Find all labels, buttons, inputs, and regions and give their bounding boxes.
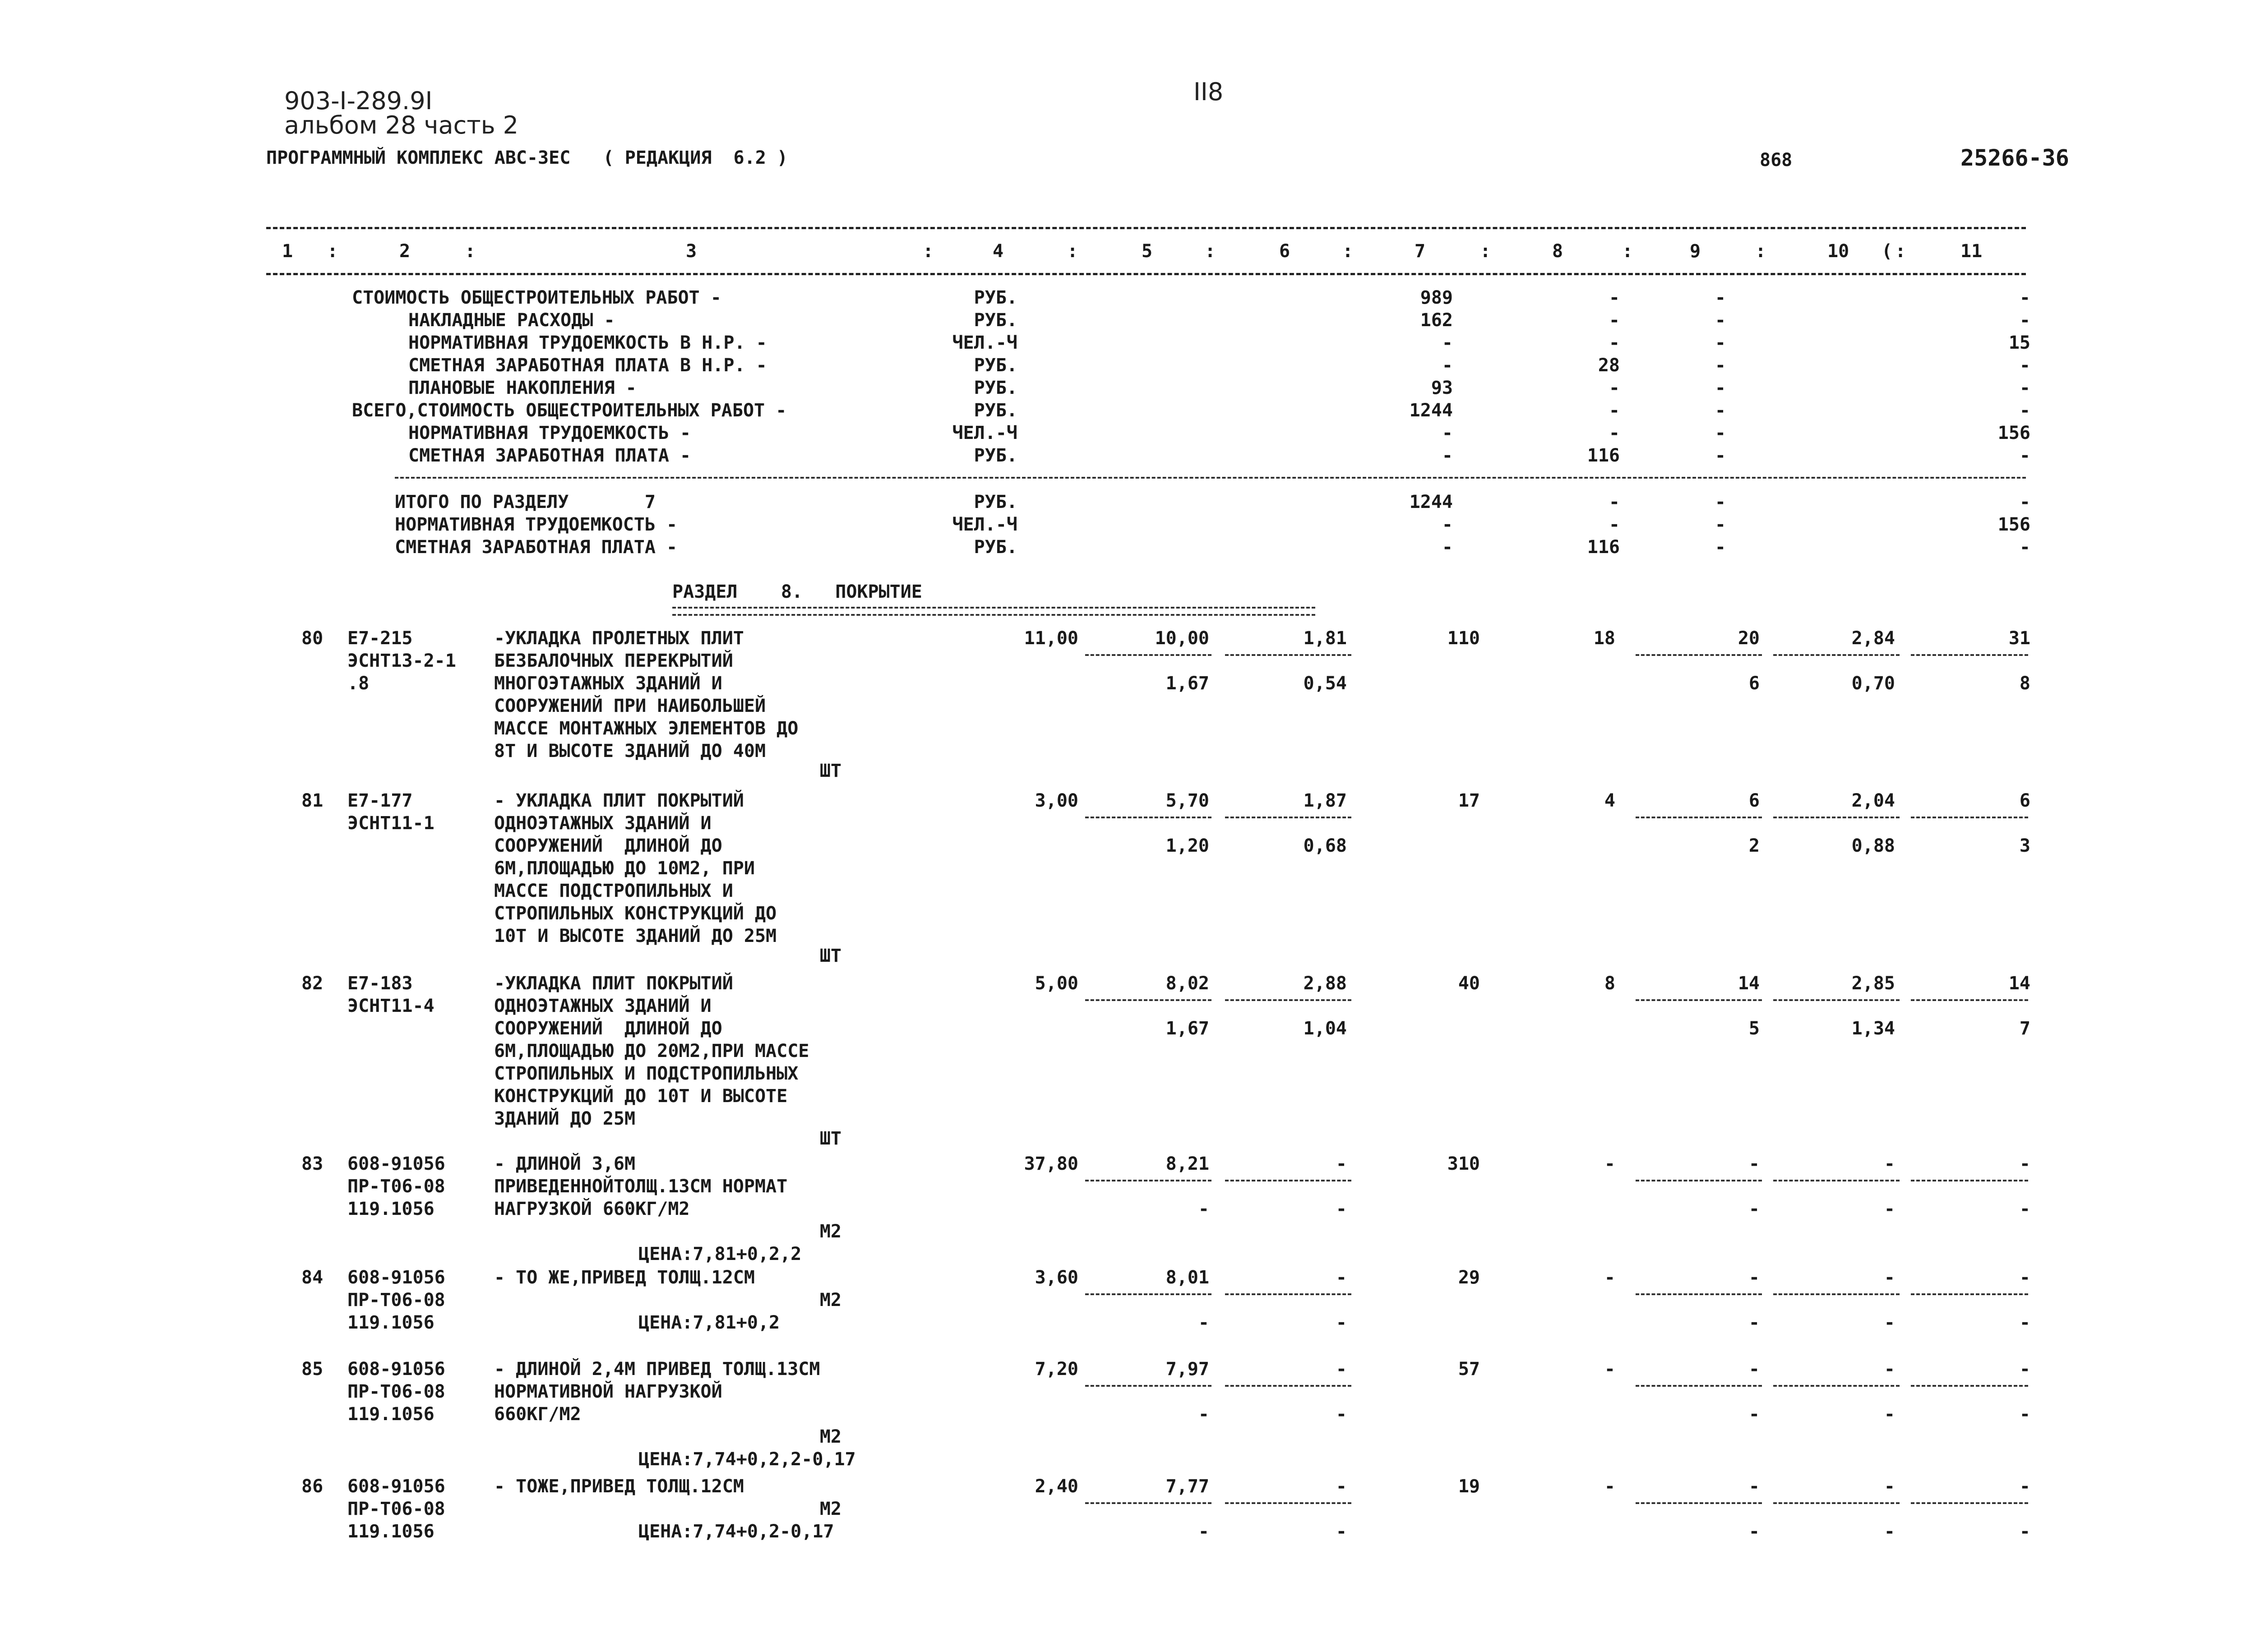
- summary-rule: [395, 477, 2026, 479]
- item-rule-c5: [1085, 1502, 1211, 1504]
- item-c7: 310: [1447, 1154, 1480, 1174]
- summary-c7: 1244: [1409, 400, 1453, 421]
- column-header-7: 7: [1415, 241, 1426, 262]
- item-rule-c11: [1911, 999, 2028, 1001]
- item-code: 608-91056: [347, 1267, 445, 1288]
- summary-label: СМЕТНАЯ ЗАРАБОТНАЯ ПЛАТА -: [408, 445, 691, 466]
- item-description: МАССЕ МОНТАЖНЫХ ЭЛЕМЕНТОВ ДО: [494, 718, 799, 739]
- item-c7: 19: [1458, 1476, 1480, 1497]
- item-description: 660КГ/М2: [494, 1404, 581, 1425]
- item-c11: -: [2019, 1154, 2030, 1174]
- item-c6b: -: [1336, 1521, 1347, 1542]
- item-rule-c10: [1773, 1293, 1900, 1295]
- item-c9b: -: [1748, 1404, 1760, 1425]
- summary-c7: 1244: [1409, 492, 1453, 512]
- item-rule-c10: [1773, 654, 1900, 656]
- item-c6b: 0,68: [1303, 835, 1347, 856]
- item-c7: 29: [1458, 1267, 1480, 1288]
- item-rule-c5: [1085, 999, 1211, 1001]
- summary-c11: -: [2019, 400, 2030, 421]
- summary-unit: РУБ.: [974, 287, 1017, 308]
- item-c6b: 0,54: [1303, 673, 1347, 694]
- item-c10: 2,04: [1851, 790, 1895, 811]
- item-rule-c11: [1911, 817, 2028, 818]
- item-description: БЕЗБАЛОЧНЫХ ПЕРЕКРЫТИЙ: [494, 651, 733, 671]
- column-separator: :: [1067, 241, 1078, 262]
- item-unit: ШТ: [819, 761, 841, 781]
- program-title: ПРОГРАММНЫЙ КОМПЛЕКС АВС-3ЕС ( РЕДАКЦИЯ 6.2 ): [266, 148, 788, 168]
- item-description: НАГРУЗКОЙ 660КГ/М2: [494, 1199, 690, 1219]
- item-code: ПР-Т06-08: [347, 1290, 445, 1311]
- item-rule-c5: [1085, 1385, 1211, 1387]
- item-c11b: 8: [2019, 673, 2030, 694]
- summary-c8: -: [1609, 378, 1620, 398]
- item-c9b: 6: [1748, 673, 1760, 694]
- item-c8: 4: [1604, 790, 1615, 811]
- item-c10b: -: [1884, 1404, 1895, 1425]
- item-c7: 110: [1447, 628, 1480, 649]
- item-c11: -: [2019, 1359, 2030, 1380]
- summary-label: НОРМАТИВНАЯ ТРУДОЕМКОСТЬ -: [395, 514, 678, 535]
- column-header-9: 9: [1690, 241, 1701, 262]
- item-rule-c6: [1225, 817, 1351, 818]
- item-c5: 8,21: [1165, 1154, 1209, 1174]
- item-description: СООРУЖЕНИЙ ПРИ НАИБОЛЬШЕЙ: [494, 696, 766, 716]
- summary-c11: -: [2019, 287, 2030, 308]
- item-rule-c9: [1636, 1293, 1762, 1295]
- summary-c9: -: [1715, 423, 1726, 443]
- summary-label: ВСЕГО,СТОИМОСТЬ ОБЩЕСТРОИТЕЛЬНЫХ РАБОТ -: [352, 400, 787, 421]
- item-quantity: 3,00: [1035, 790, 1078, 811]
- item-c9: -: [1748, 1359, 1760, 1380]
- summary-unit: ЧЕЛ.-Ч: [952, 514, 1017, 535]
- column-header-3: 3: [686, 241, 697, 262]
- item-description: МАССЕ ПОДСТРОПИЛЬНЫХ И: [494, 881, 733, 901]
- item-c11b: 7: [2019, 1018, 2030, 1039]
- summary-c11: 156: [1997, 514, 2030, 535]
- register-number: 25266-36: [1960, 145, 2069, 171]
- column-separator: :: [1480, 241, 1491, 262]
- item-number: 85: [301, 1359, 324, 1380]
- item-c10: -: [1884, 1359, 1895, 1380]
- summary-c8: -: [1609, 492, 1620, 512]
- item-c9: 20: [1738, 628, 1760, 649]
- summary-c8: -: [1609, 514, 1620, 535]
- item-c8: 8: [1604, 973, 1615, 994]
- item-rule-c6: [1225, 999, 1351, 1001]
- item-description: - ДЛИНОЙ 3,6М: [494, 1154, 636, 1174]
- item-c5b: 1,67: [1165, 1018, 1209, 1039]
- item-c7: 40: [1458, 973, 1480, 994]
- item-description: ПРИВЕДЕННОЙТОЛЩ.13СМ НОРМАТ: [494, 1176, 788, 1197]
- summary-c9: -: [1715, 445, 1726, 466]
- item-rule-c9: [1636, 817, 1762, 818]
- item-c8: 18: [1593, 628, 1615, 649]
- summary-c8: -: [1609, 310, 1620, 331]
- summary-c7: 93: [1431, 378, 1453, 398]
- item-rule-c10: [1773, 1385, 1900, 1387]
- item-c9: -: [1748, 1476, 1760, 1497]
- summary-c9: -: [1715, 537, 1726, 558]
- item-quantity: 11,00: [1024, 628, 1078, 649]
- item-quantity: 3,60: [1035, 1267, 1078, 1288]
- item-c5: 7,97: [1165, 1359, 1209, 1380]
- item-c11: 14: [2008, 973, 2030, 994]
- summary-c8: 116: [1587, 445, 1620, 466]
- item-c6b: -: [1336, 1404, 1347, 1425]
- item-c9: 14: [1738, 973, 1760, 994]
- summary-c9: -: [1715, 514, 1726, 535]
- item-c10: 2,85: [1851, 973, 1895, 994]
- item-c8: -: [1604, 1359, 1615, 1380]
- item-code: 119.1056: [347, 1312, 435, 1333]
- item-number: 80: [301, 628, 324, 649]
- item-c11b: -: [2019, 1199, 2030, 1219]
- item-description: СООРУЖЕНИЙ ДЛИНОЙ ДО: [494, 835, 722, 856]
- summary-c9: -: [1715, 332, 1726, 353]
- summary-c7: -: [1442, 537, 1453, 558]
- summary-c7: -: [1442, 423, 1453, 443]
- summary-c11: -: [2019, 310, 2030, 331]
- item-c10: -: [1884, 1267, 1895, 1288]
- item-code: Е7-177: [347, 790, 413, 811]
- column-header-5: 5: [1142, 241, 1153, 262]
- item-description: КОНСТРУКЦИЙ ДО 10Т И ВЫСОТЕ: [494, 1086, 788, 1107]
- item-code: ЭСНТ13-2-1: [347, 651, 456, 671]
- item-rule-c6: [1225, 1385, 1351, 1387]
- item-rule-c9: [1636, 1385, 1762, 1387]
- summary-c8: -: [1609, 423, 1620, 443]
- item-c11: -: [2019, 1267, 2030, 1288]
- item-c6: -: [1336, 1154, 1347, 1174]
- item-c9b: -: [1748, 1312, 1760, 1333]
- item-description: - ДЛИНОЙ 2,4М ПРИВЕД ТОЛЩ.13СМ: [494, 1359, 820, 1380]
- item-code: 119.1056: [347, 1199, 435, 1219]
- summary-c9: -: [1715, 492, 1726, 512]
- summary-label: НОРМАТИВНАЯ ТРУДОЕМКОСТЬ -: [408, 423, 691, 443]
- summary-c8: -: [1609, 287, 1620, 308]
- item-c5: 8,02: [1165, 973, 1209, 994]
- summary-c8: 28: [1598, 355, 1620, 376]
- item-c9: -: [1748, 1154, 1760, 1174]
- item-c10b: -: [1884, 1312, 1895, 1333]
- summary-c11: -: [2019, 537, 2030, 558]
- summary-label: СТОИМОСТЬ ОБЩЕСТРОИТЕЛЬНЫХ РАБОТ -: [352, 287, 721, 308]
- column-header-8: 8: [1552, 241, 1563, 262]
- item-rule-c9: [1636, 1502, 1762, 1504]
- summary-unit: РУБ.: [974, 445, 1017, 466]
- item-description: 6М,ПЛОЩАДЬЮ ДО 10М2, ПРИ: [494, 858, 755, 879]
- item-c6: 1,81: [1303, 628, 1347, 649]
- document-code: 903-I-289.9I: [284, 87, 433, 115]
- summary-unit: РУБ.: [974, 537, 1017, 558]
- item-c6: -: [1336, 1267, 1347, 1288]
- summary-c8: -: [1609, 400, 1620, 421]
- column-separator: :: [1205, 241, 1216, 262]
- summary-c11: 156: [1997, 423, 2030, 443]
- item-c11: 6: [2019, 790, 2030, 811]
- item-c6: -: [1336, 1359, 1347, 1380]
- column-separator: :: [465, 241, 476, 262]
- summary-label: СМЕТНАЯ ЗАРАБОТНАЯ ПЛАТА -: [395, 537, 678, 558]
- section-title: РАЗДЕЛ 8. ПОКРЫТИЕ: [672, 581, 922, 602]
- item-c10: -: [1884, 1154, 1895, 1174]
- item-c10b: 0,70: [1851, 673, 1895, 694]
- item-quantity: 7,20: [1035, 1359, 1078, 1380]
- summary-c9: -: [1715, 378, 1726, 398]
- summary-unit: РУБ.: [974, 355, 1017, 376]
- item-unit: ШТ: [819, 946, 841, 966]
- summary-c8: 116: [1587, 537, 1620, 558]
- item-rule-c6: [1225, 654, 1351, 656]
- item-price: ЦЕНА:7,81+0,2: [638, 1312, 780, 1333]
- summary-c7: -: [1442, 332, 1453, 353]
- item-number: 83: [301, 1154, 324, 1174]
- summary-c9: -: [1715, 287, 1726, 308]
- item-description: -УКЛАДКА ПЛИТ ПОКРЫТИЙ: [494, 973, 733, 994]
- item-description: МНОГОЭТАЖНЫХ ЗДАНИЙ И: [494, 673, 722, 694]
- item-description: ОДНОЭТАЖНЫХ ЗДАНИЙ И: [494, 813, 712, 834]
- summary-c7: -: [1442, 514, 1453, 535]
- item-c5b: -: [1198, 1312, 1209, 1333]
- column-separator: :: [1895, 241, 1906, 262]
- summary-c9: -: [1715, 355, 1726, 376]
- item-c11: 31: [2008, 628, 2030, 649]
- item-description: - ТО ЖЕ,ПРИВЕД ТОЛЩ.12СМ: [494, 1267, 755, 1288]
- item-c5b: 1,20: [1165, 835, 1209, 856]
- sheet-number: 868: [1760, 150, 1793, 171]
- item-code: ЭСНТ11-1: [347, 813, 435, 834]
- column-separator: :: [1755, 241, 1766, 262]
- item-code: 608-91056: [347, 1154, 445, 1174]
- album-label: альбом 28 часть 2: [284, 111, 519, 139]
- item-rule-c5: [1085, 817, 1211, 818]
- item-rule-c10: [1773, 999, 1900, 1001]
- item-c6: 1,87: [1303, 790, 1347, 811]
- column-header-10: 10: [1827, 241, 1849, 262]
- item-c5b: -: [1198, 1404, 1209, 1425]
- item-c8: -: [1604, 1267, 1615, 1288]
- summary-label: НОРМАТИВНАЯ ТРУДОЕМКОСТЬ В Н.Р. -: [408, 332, 767, 353]
- item-code: Е7-215: [347, 628, 413, 649]
- summary-unit: РУБ.: [974, 492, 1017, 512]
- column-separator: :: [1622, 241, 1633, 262]
- item-code: 608-91056: [347, 1359, 445, 1380]
- summary-c7: 989: [1420, 287, 1453, 308]
- summary-c11: -: [2019, 492, 2030, 512]
- column-header-4: 4: [993, 241, 1004, 262]
- column-separator: :: [923, 241, 934, 262]
- item-c9b: 5: [1748, 1018, 1760, 1039]
- item-rule-c5: [1085, 1293, 1211, 1295]
- item-c10: -: [1884, 1476, 1895, 1497]
- item-c7: 17: [1458, 790, 1480, 811]
- item-code: ПР-Т06-08: [347, 1176, 445, 1197]
- item-description: СООРУЖЕНИЙ ДЛИНОЙ ДО: [494, 1018, 722, 1039]
- item-c5b: -: [1198, 1199, 1209, 1219]
- item-c10b: -: [1884, 1199, 1895, 1219]
- item-description: ОДНОЭТАЖНЫХ ЗДАНИЙ И: [494, 996, 712, 1016]
- item-c5: 5,70: [1165, 790, 1209, 811]
- summary-label: СМЕТНАЯ ЗАРАБОТНАЯ ПЛАТА В Н.Р. -: [408, 355, 767, 376]
- item-rule-c6: [1225, 1502, 1351, 1504]
- item-rule-c11: [1911, 1385, 2028, 1387]
- item-code: 608-91056: [347, 1476, 445, 1497]
- summary-unit: ЧЕЛ.-Ч: [952, 423, 1017, 443]
- summary-label: ИТОГО ПО РАЗДЕЛУ 7: [395, 492, 656, 512]
- table-top-rule: [266, 227, 2026, 229]
- item-unit: М2: [819, 1290, 841, 1311]
- item-description: НОРМАТИВНОЙ НАГРУЗКОЙ: [494, 1381, 722, 1402]
- item-rule-c6: [1225, 1293, 1351, 1295]
- item-code: ЭСНТ11-4: [347, 996, 435, 1016]
- item-c8: -: [1604, 1154, 1615, 1174]
- summary-c11: -: [2019, 355, 2030, 376]
- page-number: II8: [1193, 78, 1224, 106]
- column-header-11: 11: [1960, 241, 1983, 262]
- item-unit: М2: [819, 1499, 841, 1519]
- item-c5b: 1,67: [1165, 673, 1209, 694]
- item-c11b: -: [2019, 1404, 2030, 1425]
- summary-unit: ЧЕЛ.-Ч: [952, 332, 1017, 353]
- item-rule-c6: [1225, 1180, 1351, 1181]
- item-c9: 6: [1748, 790, 1760, 811]
- item-c6b: 1,04: [1303, 1018, 1347, 1039]
- item-price: ЦЕНА:7,81+0,2,2: [638, 1244, 802, 1264]
- summary-c11: -: [2019, 445, 2030, 466]
- item-rule-c5: [1085, 1180, 1211, 1181]
- item-code: Е7-183: [347, 973, 413, 994]
- item-c5b: -: [1198, 1521, 1209, 1542]
- item-code: 119.1056: [347, 1521, 435, 1542]
- item-description: 6М,ПЛОЩАДЬЮ ДО 20М2,ПРИ МАССЕ: [494, 1041, 809, 1061]
- item-rule-c11: [1911, 654, 2028, 656]
- summary-unit: РУБ.: [974, 378, 1017, 398]
- item-code: ПР-Т06-08: [347, 1499, 445, 1519]
- item-c10b: -: [1884, 1521, 1895, 1542]
- column-separator: (: [1882, 241, 1893, 262]
- item-description: - ТОЖЕ,ПРИВЕД ТОЛЩ.12СМ: [494, 1476, 744, 1497]
- summary-c11: 15: [2008, 332, 2030, 353]
- item-c5: 7,77: [1165, 1476, 1209, 1497]
- item-c11: -: [2019, 1476, 2030, 1497]
- item-c10b: 0,88: [1851, 835, 1895, 856]
- item-unit: М2: [819, 1426, 841, 1447]
- column-header-1: 1: [282, 241, 293, 262]
- item-description: 8Т И ВЫСОТЕ ЗДАНИЙ ДО 40М: [494, 741, 766, 761]
- item-c5: 8,01: [1165, 1267, 1209, 1288]
- item-c8: -: [1604, 1476, 1615, 1497]
- item-c9: -: [1748, 1267, 1760, 1288]
- item-number: 81: [301, 790, 324, 811]
- item-c6: 2,88: [1303, 973, 1347, 994]
- item-number: 84: [301, 1267, 324, 1288]
- summary-c9: -: [1715, 310, 1726, 331]
- item-number: 82: [301, 973, 324, 994]
- table-header-rule: [266, 273, 2026, 275]
- column-separator: :: [327, 241, 338, 262]
- item-c11b: 3: [2019, 835, 2030, 856]
- item-number: 86: [301, 1476, 324, 1497]
- summary-c8: -: [1609, 332, 1620, 353]
- item-c11b: -: [2019, 1521, 2030, 1542]
- summary-label: НАКЛАДНЫЕ РАСХОДЫ -: [408, 310, 615, 331]
- item-rule-c9: [1636, 1180, 1762, 1181]
- item-c11b: -: [2019, 1312, 2030, 1333]
- item-quantity: 2,40: [1035, 1476, 1078, 1497]
- item-quantity: 5,00: [1035, 973, 1078, 994]
- summary-c11: -: [2019, 378, 2030, 398]
- item-price: ЦЕНА:7,74+0,2,2-0,17: [638, 1449, 856, 1470]
- column-header-2: 2: [399, 241, 411, 262]
- item-c7: 57: [1458, 1359, 1480, 1380]
- item-c9b: 2: [1748, 835, 1760, 856]
- item-c6b: -: [1336, 1199, 1347, 1219]
- item-quantity: 37,80: [1024, 1154, 1078, 1174]
- item-c10b: 1,34: [1851, 1018, 1895, 1039]
- item-description: 10Т И ВЫСОТЕ ЗДАНИЙ ДО 25М: [494, 926, 777, 946]
- summary-c7: -: [1442, 355, 1453, 376]
- summary-c7: -: [1442, 445, 1453, 466]
- item-description: ЗДАНИЙ ДО 25М: [494, 1108, 636, 1129]
- section-title-underline: [672, 607, 1315, 616]
- item-rule-c10: [1773, 1180, 1900, 1181]
- item-c5: 10,00: [1155, 628, 1209, 649]
- item-rule-c10: [1773, 817, 1900, 818]
- item-rule-c9: [1636, 654, 1762, 656]
- item-description: СТРОПИЛЬНЫХ И ПОДСТРОПИЛЬНЫХ: [494, 1063, 799, 1084]
- item-c9b: -: [1748, 1199, 1760, 1219]
- item-c9b: -: [1748, 1521, 1760, 1542]
- item-c10: 2,84: [1851, 628, 1895, 649]
- item-unit: М2: [819, 1221, 841, 1242]
- column-separator: :: [1342, 241, 1354, 262]
- item-rule-c11: [1911, 1180, 2028, 1181]
- item-rule-c5: [1085, 654, 1211, 656]
- item-code: .8: [347, 673, 370, 694]
- item-description: - УКЛАДКА ПЛИТ ПОКРЫТИЙ: [494, 790, 744, 811]
- item-c6b: -: [1336, 1312, 1347, 1333]
- item-description: -УКЛАДКА ПРОЛЕТНЫХ ПЛИТ: [494, 628, 744, 649]
- summary-unit: РУБ.: [974, 400, 1017, 421]
- column-header-6: 6: [1279, 241, 1290, 262]
- item-code: 119.1056: [347, 1404, 435, 1425]
- item-rule-c11: [1911, 1293, 2028, 1295]
- item-code: ПР-Т06-08: [347, 1381, 445, 1402]
- summary-unit: РУБ.: [974, 310, 1017, 331]
- item-rule-c11: [1911, 1502, 2028, 1504]
- item-rule-c9: [1636, 999, 1762, 1001]
- summary-label: ПЛАНОВЫЕ НАКОПЛЕНИЯ -: [408, 378, 637, 398]
- item-description: СТРОПИЛЬНЫХ КОНСТРУКЦИЙ ДО: [494, 903, 777, 924]
- item-unit: ШТ: [819, 1128, 841, 1149]
- summary-c9: -: [1715, 400, 1726, 421]
- item-price: ЦЕНА:7,74+0,2-0,17: [638, 1521, 834, 1542]
- item-rule-c10: [1773, 1502, 1900, 1504]
- summary-c7: 162: [1420, 310, 1453, 331]
- item-c6: -: [1336, 1476, 1347, 1497]
